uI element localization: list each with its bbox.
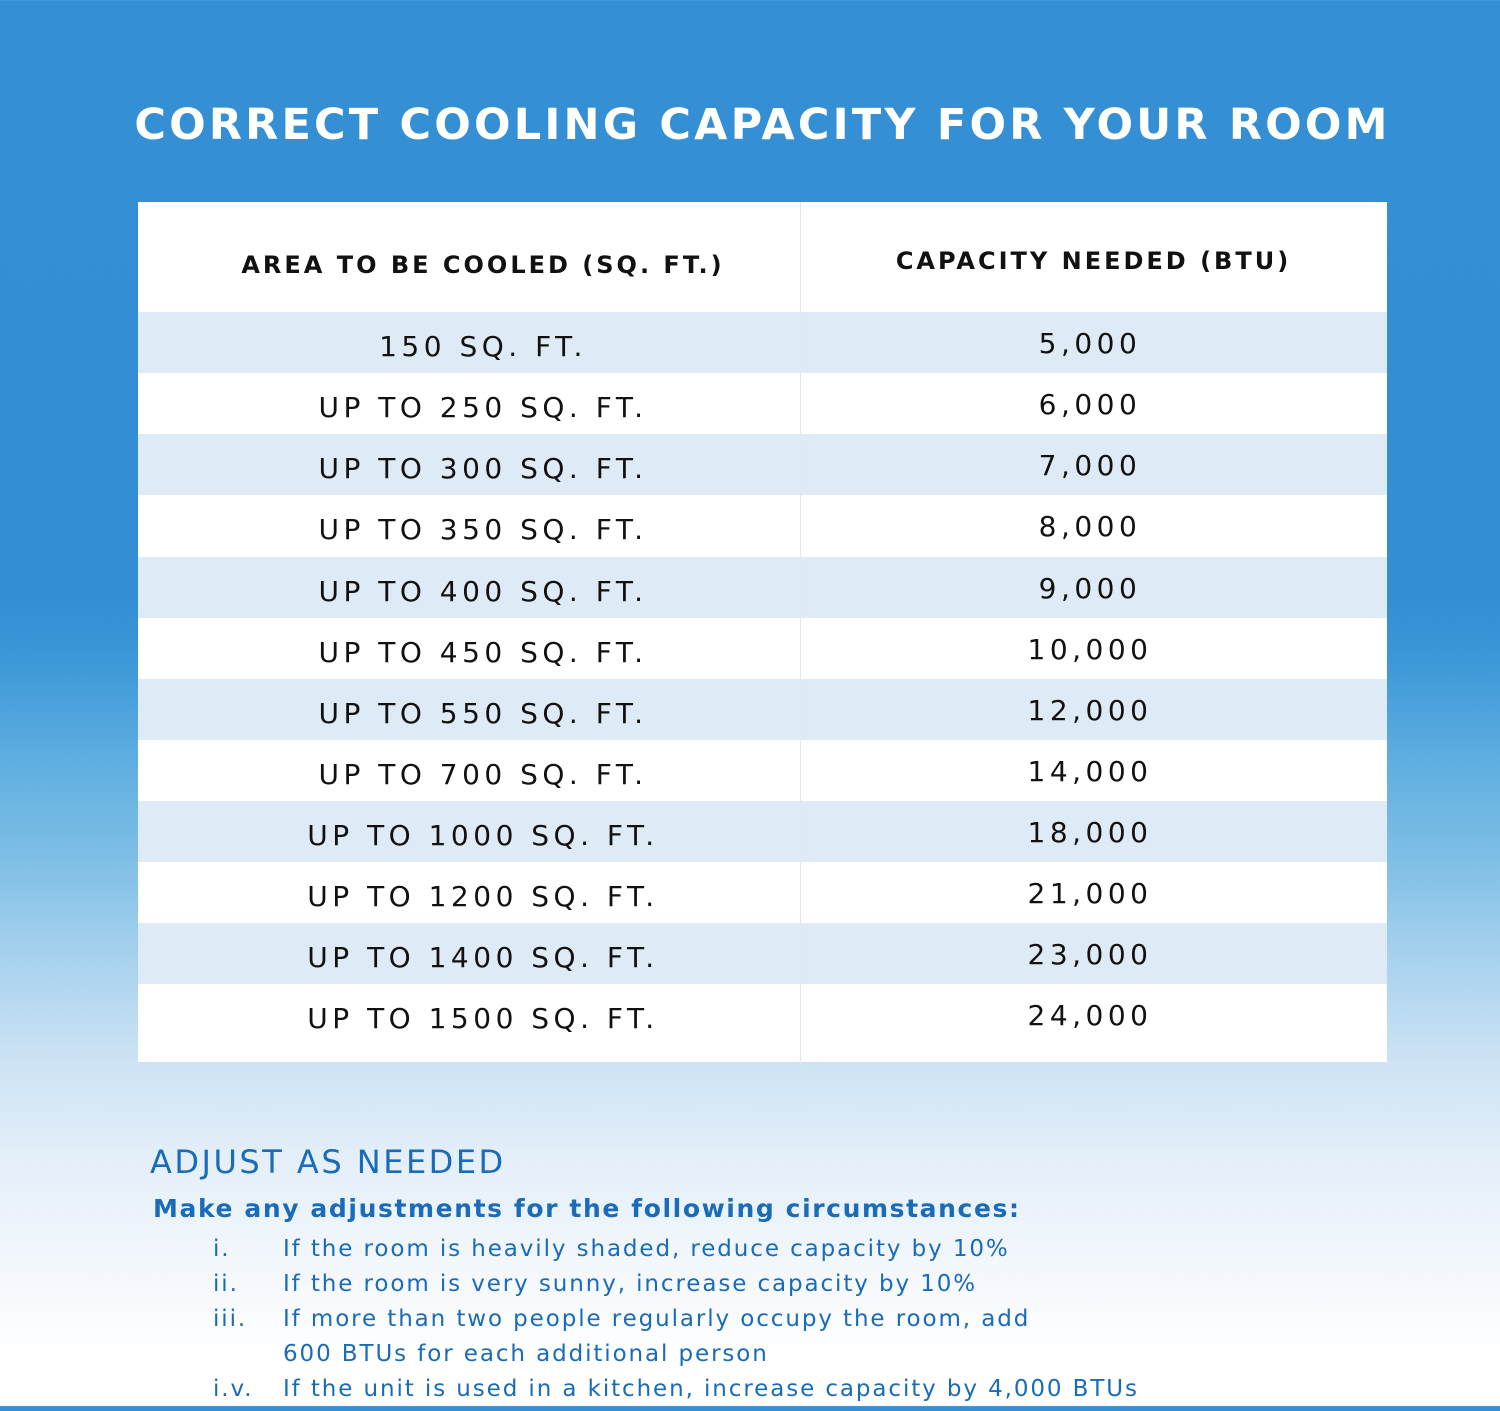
btu-cell: 23,000	[1027, 938, 1153, 971]
area-cell: UP TO 250 SQ. FT.	[318, 391, 648, 424]
table-row	[138, 862, 1387, 923]
table-row	[138, 373, 1387, 434]
adjust-subheading: Make any adjustments for the following circumstances:	[153, 1194, 1021, 1223]
btu-cell: 5,000	[1038, 327, 1142, 360]
btu-cell: 6,000	[1038, 388, 1142, 421]
area-cell: UP TO 400 SQ. FT.	[318, 575, 648, 608]
adjust-heading: ADJUST AS NEEDED	[150, 1143, 506, 1181]
column-header-capacity: CAPACITY NEEDED (BTU)	[895, 247, 1292, 275]
list-text: If the room is very sunny, increase capacity by 10%	[283, 1271, 978, 1297]
area-cell: UP TO 1200 SQ. FT.	[307, 880, 659, 913]
table-row	[138, 679, 1387, 740]
list-text: If more than two people regularly occupy the room, add	[283, 1306, 1031, 1332]
table-row	[138, 434, 1387, 495]
list-text: If the unit is used in a kitchen, increase capacity by 4,000 BTUs	[283, 1376, 1139, 1402]
area-cell: UP TO 450 SQ. FT.	[318, 636, 648, 669]
table-row	[138, 923, 1387, 984]
table-row	[138, 801, 1387, 862]
btu-cell: 24,000	[1027, 999, 1153, 1032]
list-text: If the room is heavily shaded, reduce capacity by 10%	[283, 1236, 1010, 1262]
page-title: CORRECT COOLING CAPACITY FOR YOUR ROOM	[134, 100, 1391, 150]
list-marker: i.	[213, 1236, 231, 1262]
area-cell: UP TO 550 SQ. FT.	[318, 697, 648, 730]
table-row	[138, 495, 1387, 556]
area-cell: UP TO 1500 SQ. FT.	[307, 1002, 659, 1035]
btu-cell: 10,000	[1027, 633, 1153, 666]
list-marker: ii.	[213, 1271, 239, 1297]
btu-cell: 9,000	[1038, 572, 1142, 605]
list-marker: i.v.	[213, 1376, 254, 1402]
cooling-capacity-table	[138, 202, 1387, 1062]
area-cell: 150 SQ. FT.	[379, 330, 587, 363]
btu-cell: 12,000	[1027, 694, 1153, 727]
area-cell: UP TO 700 SQ. FT.	[318, 758, 648, 791]
area-cell: UP TO 1000 SQ. FT.	[307, 819, 659, 852]
table-row	[138, 312, 1387, 373]
table-row	[138, 557, 1387, 618]
table-row	[138, 740, 1387, 801]
column-header-area: AREA TO BE COOLED (SQ. FT.)	[241, 251, 725, 279]
area-cell: UP TO 350 SQ. FT.	[318, 513, 648, 546]
btu-cell: 8,000	[1038, 510, 1142, 543]
list-text: 600 BTUs for each additional person	[283, 1341, 769, 1367]
area-cell: UP TO 300 SQ. FT.	[318, 452, 648, 485]
list-marker: iii.	[213, 1306, 248, 1332]
btu-cell: 14,000	[1027, 755, 1153, 788]
btu-cell: 7,000	[1038, 449, 1142, 482]
table-row	[138, 984, 1387, 1045]
area-cell: UP TO 1400 SQ. FT.	[307, 941, 659, 974]
btu-cell: 18,000	[1027, 816, 1153, 849]
column-divider	[800, 202, 801, 1066]
table-row	[138, 618, 1387, 679]
btu-cell: 21,000	[1027, 877, 1153, 910]
